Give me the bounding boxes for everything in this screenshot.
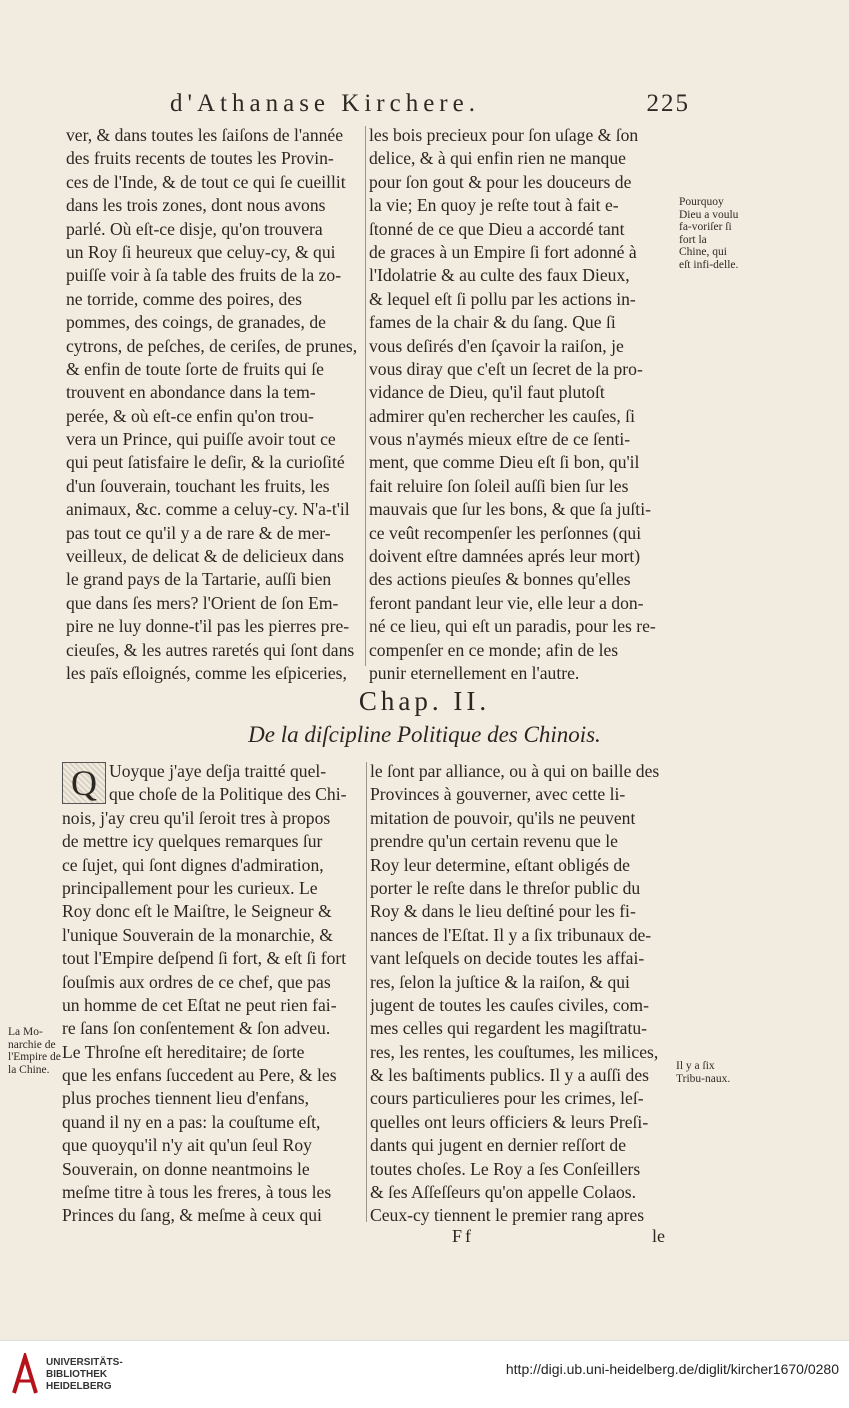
- text-line: veilleux, de delicat & de delicieux dans: [66, 546, 344, 567]
- text-line: le grand pays de la Tartarie, auſſi bien: [66, 569, 332, 590]
- text-line: un homme de cet Eſtat ne peut rien fai-: [62, 994, 337, 1015]
- margin-note-right-top: Pourquoy Dieu a voulu fa-voriſer ſi fort la Chine, qui eſt infi-delle.: [679, 196, 739, 271]
- text-line: de graces à un Empire ſi fort adonné à: [369, 241, 637, 262]
- text-line: ſtonné de ce que Dieu a accordé tant: [369, 218, 625, 239]
- text-line: Souverain, on donne neantmoins le: [62, 1158, 310, 1179]
- text-line: vous n'aymés mieux eſtre de ce ſenti-: [369, 429, 631, 450]
- text-line: Ceux-cy tiennent le premier rang apres: [370, 1205, 645, 1226]
- column-divider: [365, 126, 366, 666]
- text-line: que choſe de la Politique des Chi-: [109, 784, 347, 805]
- text-line: prendre qu'un certain revenu que le: [370, 831, 618, 852]
- text-line: ce veût recompenſer les perſonnes (qui: [369, 522, 642, 543]
- text-line: que dans ſes mers? l'Orient de ſon Em-: [66, 592, 339, 613]
- text-line: Roy donc eſt le Maiſtre, le Seigneur &: [62, 901, 332, 922]
- text-line: perée, & où eſt-ce enfin qu'on trou-: [66, 405, 314, 426]
- text-line: punir eternellement en l'autre.: [369, 662, 580, 683]
- running-header: [170, 90, 690, 124]
- column-divider: [366, 762, 367, 1222]
- text-line: & enfin de toute ſorte de fruits qui ſe: [66, 358, 324, 379]
- text-line: tout l'Empire deſpend ſi fort, & eſt ſi fort: [62, 948, 347, 969]
- text-line: fames de la chair & du ſang. Que ſi: [369, 312, 616, 333]
- text-line: nances de l'Eſtat. Il y a ſix tribunaux de-: [370, 924, 652, 945]
- text-line: cours particulieres pour les crimes, leſ-: [370, 1088, 644, 1109]
- text-line: que quoyqu'il n'y ait qu'un ſeul Roy: [62, 1135, 312, 1156]
- text-line: fait reluire ſon ſoleil auſſi bien ſur les: [369, 475, 629, 496]
- text-line: vous diray que c'eſt un ſecret de la pro-: [369, 358, 643, 379]
- text-line: Roy & dans le lieu deſtiné pour les fi-: [370, 901, 636, 922]
- catchword: le: [652, 1226, 665, 1246]
- running-title: d'Athanase Kirchere.: [170, 90, 480, 117]
- text-line: porter le reſte dans le threſor public du: [370, 877, 641, 898]
- text-line: res, les rentes, les couſtumes, les milices,: [370, 1041, 659, 1062]
- text-line: & ſes Aſſeſſeurs qu'on appelle Colaos.: [370, 1182, 637, 1203]
- text-line: vera un Prince, qui puiſſe avoir tout ce: [66, 429, 336, 450]
- text-line: des fruits recents de toutes les Provin-: [66, 148, 334, 169]
- text-line: Princes du ſang, & meſme à ceux qui: [62, 1205, 322, 1226]
- text-line: l'Idolatrie & au culte des faux Dieux,: [369, 265, 630, 286]
- text-line: quand il ny en a pas: la couſtume eſt,: [62, 1111, 321, 1132]
- text-line: plus proches tiennent lieu d'enfans,: [62, 1088, 309, 1109]
- text-line: mes celles qui regardent les magiſtratu-: [370, 1018, 647, 1039]
- text-line: d'un ſouverain, touchant les fruits, les: [66, 475, 330, 496]
- text-line: delice, & à qui enfin rien ne manque: [369, 148, 626, 169]
- column-left-top: [66, 124, 362, 685]
- text-line: un Roy ſi heureux que celuy-cy, & qui: [66, 241, 336, 262]
- signature-mark: Ff: [452, 1226, 475, 1246]
- column-left-bottom: [62, 760, 362, 1228]
- text-line: trouvent en abondance dans la tem-: [66, 382, 316, 403]
- library-logo-icon: [10, 1353, 40, 1395]
- text-line: l'unique Souverain de la monarchie, &: [62, 924, 333, 945]
- text-line: que les enfans ſuccedent au Pere, & les: [62, 1065, 337, 1086]
- viewer-footer: [0, 1340, 849, 1408]
- text-line: feront pandant leur vie, elle leur a don-: [369, 592, 644, 613]
- text-line: mauvais que ſur les bons, & que ſa juſti-: [369, 499, 651, 520]
- text-line: dans les trois zones, dont nous avons: [66, 195, 326, 216]
- library-name-line: BIBLIOTHEK: [46, 1369, 108, 1380]
- text-line: dants qui jugent en dernier reſſort de: [370, 1135, 627, 1156]
- library-name-line: HEIDELBERG: [46, 1381, 112, 1392]
- text-line: cieuſes, & les autres raretés qui ſont dans: [66, 639, 355, 660]
- text-line: pour ſon gout & pour les douceurs de: [369, 171, 632, 192]
- text-line: & les baſtiments publics. Il y a auſſi des: [370, 1065, 650, 1086]
- text-line: né ce lieu, qui eſt un paradis, pour les re-: [369, 616, 656, 637]
- drop-cap: Q: [62, 762, 106, 804]
- text-line: ce ſujet, qui ſont dignes d'admiration,: [62, 854, 324, 875]
- text-line: vidance de Dieu, qu'il faut plutoſt: [369, 382, 605, 403]
- text-line: le ſont par alliance, ou à qui on baille des: [370, 761, 660, 781]
- text-line: ces de l'Inde, & de tout ce qui ſe cueillit: [66, 171, 346, 192]
- text-line: nois, j'ay creu qu'il ſeroit tres à propos: [62, 807, 331, 828]
- text-line: toutes choſes. Le Roy a ſes Conſeillers: [370, 1158, 641, 1179]
- text-line: admirer qu'en rechercher les cauſes, ſi: [369, 405, 635, 426]
- text-line: pommes, des coings, de granades, de: [66, 312, 326, 333]
- permalink-url[interactable]: http://digi.ub.uni-heidelberg.de/diglit/kircher1670/0280: [505, 1361, 839, 1377]
- text-line: meſme titre à tous les freres, à tous les: [62, 1182, 332, 1203]
- text-line: ne torride, comme des poires, des: [66, 288, 302, 309]
- text-line: & lequel eſt ſi pollu par les actions in-: [369, 288, 636, 309]
- text-line: compenſer en ce monde; afin de les: [369, 639, 619, 660]
- library-name-line: UNIVERSITÄTS-: [46, 1357, 123, 1368]
- library-name: [46, 1357, 123, 1393]
- text-line: de mettre icy quelques remarques ſur: [62, 831, 323, 852]
- text-line: mitation de pouvoir, qu'ils ne peuvent: [370, 807, 636, 828]
- text-line: pas tout ce qu'il y a de rare & de mer-: [66, 522, 331, 543]
- column-right-top: [369, 124, 674, 685]
- text-line: vous deſirés d'en ſçavoir la raiſon, je: [369, 335, 624, 356]
- text-line: Provinces à gouverner, avec cette li-: [370, 784, 626, 805]
- text-line: doivent eſtre damnées aprés leur mort): [369, 546, 641, 567]
- text-line: Roy leur determine, eſtant obligés de: [370, 854, 630, 875]
- text-line: res, ſelon la juſtice & la raiſon, & qui: [370, 971, 630, 992]
- text-line: Le Throſne eſt hereditaire; de ſorte: [62, 1041, 305, 1062]
- text-line: les païs eſloignés, comme les eſpiceries,: [66, 662, 347, 683]
- text-line: quelles ont leurs officiers & leurs Preſi-: [370, 1111, 649, 1132]
- text-line: ment, que comme Dieu eſt ſi bon, qu'il: [369, 452, 640, 473]
- text-line: ſouſmis aux ordres de ce chef, que pas: [62, 971, 331, 992]
- column-right-bottom: [370, 760, 672, 1228]
- text-line: pire ne luy donne-t'il pas les pierres pre-: [66, 616, 350, 637]
- text-line: ver, & dans toutes les ſaiſons de l'année: [66, 125, 344, 145]
- text-line: principallement pour les curieux. Le: [62, 877, 318, 898]
- chapter-subtitle: De la diſcipline Politique des Chinois.: [248, 722, 601, 747]
- text-line: animaux, &c. comme a celuy-cy. N'a-t'il: [66, 499, 350, 520]
- text-line: des actions pieuſes & bonnes qu'elles: [369, 569, 631, 590]
- text-line: vant leſquels on decide toutes les affai-: [370, 948, 645, 969]
- text-line: puiſſe voir à ſa table des fruits de la zo-: [66, 265, 342, 286]
- text-line: re ſans ſon conſentement & ſon adveu.: [62, 1018, 331, 1039]
- text-line: Uoyque j'aye deſja traitté quel-: [109, 761, 327, 781]
- text-line: la vie; En quoy je reſte tout à fait e-: [369, 195, 619, 216]
- text-line: parlé. Où eſt-ce disje, qu'on trouvera: [66, 218, 323, 239]
- margin-note-right-bottom: Il y a ſix Tribu-naux.: [676, 1060, 731, 1085]
- page-number: 225: [646, 90, 690, 117]
- text-line: jugent de toutes les cauſes civiles, com-: [370, 994, 649, 1015]
- chapter-title: Chap. II.: [358, 686, 491, 716]
- text-line: qui peut ſatisfaire le deſir, & la curioſité: [66, 452, 345, 473]
- text-line: cytrons, de peſches, de ceriſes, de prunes,: [66, 335, 358, 356]
- margin-note-left: La Mo-narchie de l'Empire de la Chine.: [8, 1026, 61, 1076]
- text-line: les bois precieux pour ſon uſage & ſon: [369, 125, 639, 145]
